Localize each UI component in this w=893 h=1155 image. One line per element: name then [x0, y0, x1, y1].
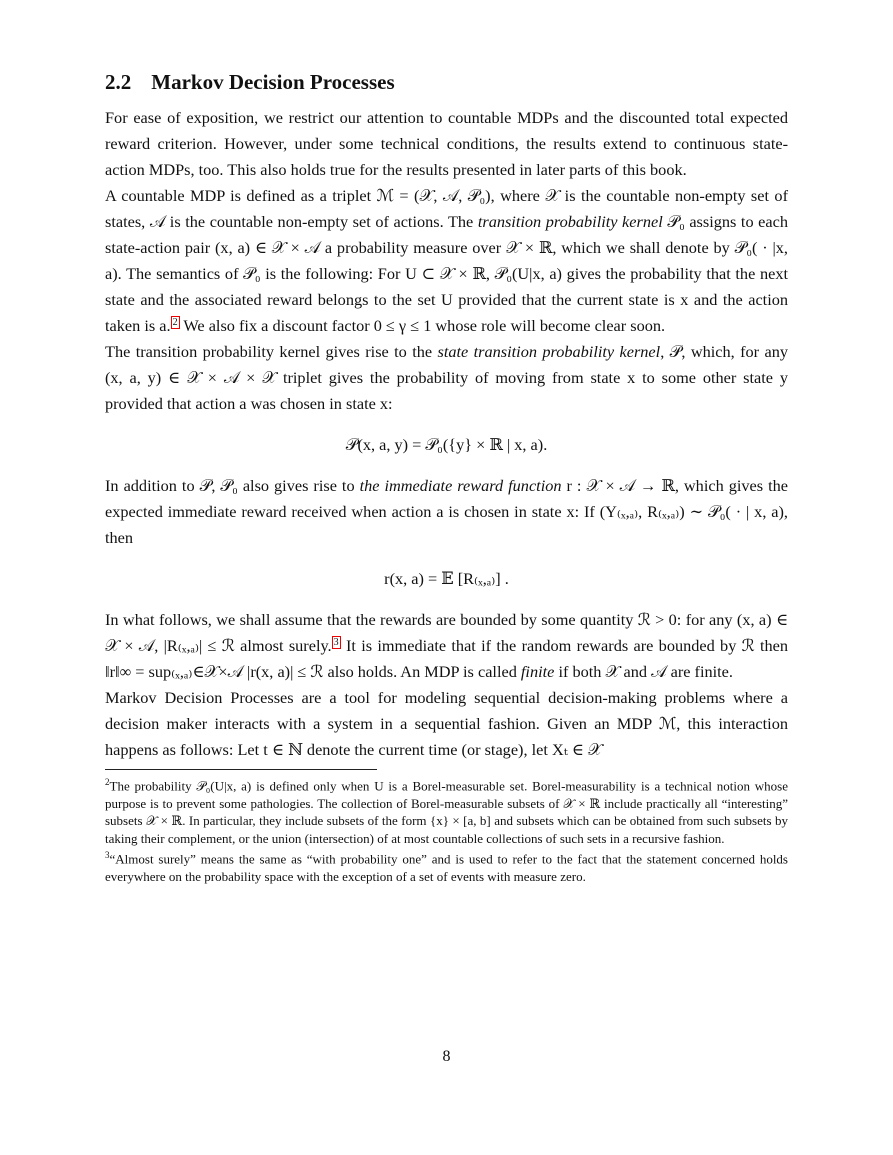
emphasis-term: the immediate reward function: [359, 476, 562, 495]
paragraph-bounded-rewards: [105, 607, 788, 685]
section-title: Markov Decision Processes: [151, 70, 395, 94]
text-span: It is immediate that if the random rewards are bounded by ℛ then ‖r‖∞ = sup₍ₓ,ₐ₎∈𝒳×𝒜 |r(x, a)| ≤ ℛ also holds. An MDP is called: [105, 636, 788, 681]
text-span: , 𝒫, which, for any (x, a, y) ∈ 𝒳 × 𝒜 × 𝒳 triplet gives the probability of moving from state x to some other state y provided that action a was chosen in state x:: [105, 342, 788, 413]
paragraph-intro: For ease of exposition, we restrict our attention to countable MDPs and the discounted total expected reward criterion. However, under some technical conditions, the results extend to continuous state-action MDPs, too. This also holds true for the results presented in later parts of this book.: [105, 108, 788, 179]
emphasis-term: transition probability kernel: [477, 212, 663, 231]
section-number: 2.2: [105, 70, 132, 94]
footnote-3: [105, 847, 788, 885]
text-span: r : 𝒳 × 𝒜 → ℝ, which gives the expected immediate reward received when action a is chosen in state x: If (Y₍ₓ,ₐ₎, R₍ₓ,ₐ₎) ∼ 𝒫₀( · | x, a), then: [105, 476, 788, 547]
text-span: The transition probability kernel gives rise to the: [105, 342, 438, 361]
emphasis-term: finite: [520, 662, 555, 681]
footnote-divider: [105, 769, 377, 770]
footnote-mark: 2: [105, 777, 110, 787]
text-span: 𝒫₀ assigns to each state-action pair (x, a) ∈ 𝒳 × 𝒜 a probability measure over 𝒳 × ℝ, which we shall denote by 𝒫₀( · |x, a). The semantics of 𝒫₀ is the following: For U ⊂ 𝒳 × ℝ, 𝒫₀(U|x, a) gives the probability that the next state and the associated reward belongs to the set U provided that the current state is x and the action taken is a.: [105, 212, 788, 335]
paragraph-reward-function: [105, 473, 788, 551]
footnote-2: [105, 774, 788, 847]
section-heading: [105, 70, 788, 95]
footnote-text: “Almost surely” means the same as “with probability one” and is used to refer to the fact that the statement concerned holds everywhere on the probability space with the exception of a set of events with measure zero.: [105, 851, 788, 885]
paragraph-mdp-definition: [105, 183, 788, 339]
equation-transition-kernel: 𝒫(x, a, y) = 𝒫₀({y} × ℝ | x, a).: [345, 435, 548, 454]
text-span: We also fix a discount factor 0 ≤ γ ≤ 1 whose role will become clear soon.: [179, 316, 666, 335]
footnote-text: The probability 𝒫₀(U|x, a) is defined only when U is a Borel-measurable set. Borel-measurability is a technical notion whose purpose is to prevent some pathologies. The collection of Borel-measurable subsets of 𝒳 × ℝ include practically all “interesting” subsets 𝒳 × ℝ. In particular, they include subsets of the form {x} × [a, b] and subsets which can be obtained from such subsets by taking their complement, or the union (intersection) of at most countable collections of such sets in a recursive fashion.: [105, 778, 788, 846]
footnote-mark: 3: [105, 850, 110, 861]
footnote-link-2[interactable]: 2: [172, 316, 178, 328]
text-span: In what follows, we shall assume that the rewards are bounded by some quantity ℛ > 0: for any (x, a) ∈ 𝒳 × 𝒜, |R₍ₓ,ₐ₎| ≤ ℛ almost surely.: [105, 610, 788, 655]
footnotes: [105, 774, 788, 886]
emphasis-term: state transition probability kernel: [437, 342, 661, 361]
text-span: if both 𝒳 and 𝒜 are finite.: [554, 662, 733, 681]
equation-expected-reward: r(x, a) = 𝔼 [R₍ₓ,ₐ₎] .: [384, 569, 509, 588]
page-number: 8: [442, 1048, 451, 1065]
page-body: [105, 70, 788, 886]
paragraph-interaction: Markov Decision Processes are a tool for modeling sequential decision-making problems where a decision maker interacts with a system in a sequential fashion. Given an MDP ℳ, this interaction happens as follows: Let t ∈ ℕ denote the current time (or stage), let Xₜ ∈ 𝒳: [105, 688, 788, 759]
text-span: A countable MDP is defined as a triplet ℳ = (𝒳, 𝒜, 𝒫₀), where 𝒳 is the countable non-empty set of states, 𝒜 is the countable non-empty set of actions. The: [105, 186, 788, 231]
text-span: In addition to 𝒫, 𝒫₀ also gives rise to: [105, 476, 360, 495]
footnote-link-3[interactable]: 3: [333, 636, 339, 648]
paragraph-state-transition: [105, 339, 788, 417]
